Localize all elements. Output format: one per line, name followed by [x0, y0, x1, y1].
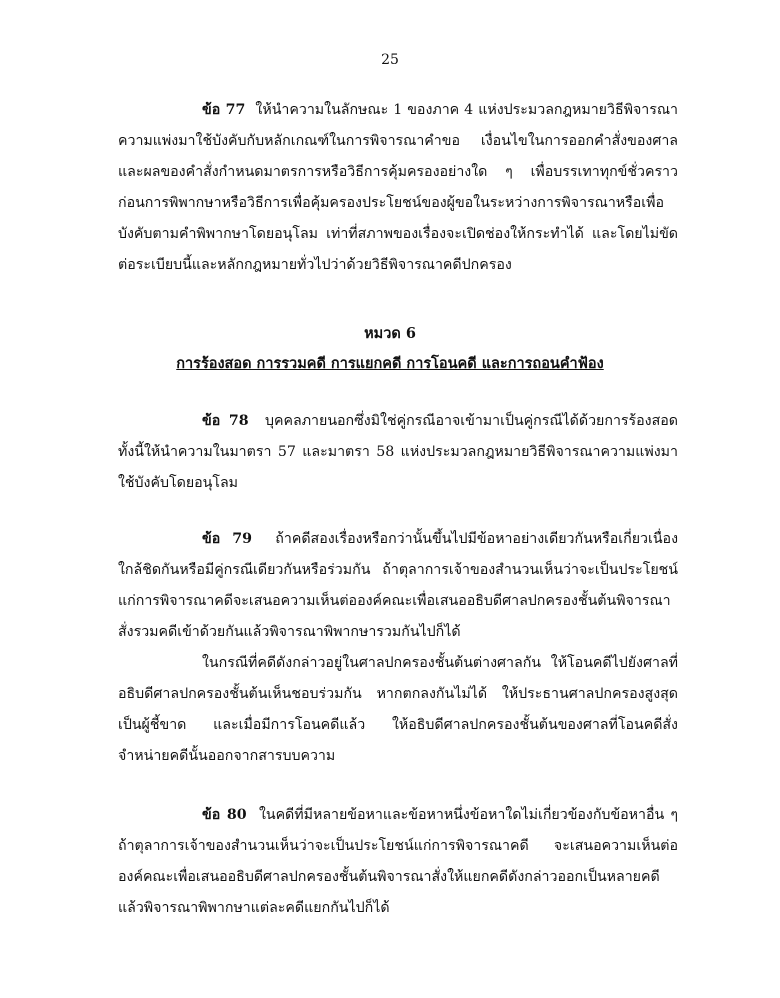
article-79-label: ข้อ 79 — [202, 531, 253, 547]
article-77-text: ให้นำความในลักษณะ 1 ของภาค 4 แห่งประมวลกฎหมายวิธีพิจารณาความแพ่งมาใช้บังคับกับหลักเกณฑ์ในการพิจารณาคำขอ เงื่อนไขในการออกคำสั่งของศาลและผลของคำสั่งกำหนดมาตรการหรือวิธีการคุ้มครองอย่างใด ๆ เพื่อบรรเทาทุกข์ชั่วคราวก่อนการพิพากษาหรือวิธีการเพื่อคุ้มครองประโยชน์ของผู้ขอในระหว่างการพิจารณาหรือเพื่อบังคับตามคำพิพากษาโดยอนุโลม เท่าที่สภาพของเรื่องจะเปิดช่องให้กระทำได้ และโดยไม่ขัดต่อระเบียบนี้และหลักกฎหมายทั่วไปว่าด้วยวิธีพิจารณาคดีปกครอง — [118, 102, 678, 273]
chapter-heading: การร้องสอด การรวมคดี การแยกคดี การโอนคดี และการถอนคำฟ้อง — [176, 355, 604, 372]
chapter-number: หมวด 6 — [364, 325, 416, 342]
article-78-label: ข้อ 78 — [202, 413, 249, 429]
article-78-text: บุคคลภายนอกซึ่งมิใช่คู่กรณีอาจเข้ามาเป็นคู่กรณีได้ด้วยการร้องสอด ทั้งนี้ให้นำความในมาตรา 57 และมาตรา 58 แห่งประมวลกฎหมายวิธีพิจารณาความแพ่งมาใช้บังคับโดยอนุโลม — [118, 413, 678, 491]
article-80-text: ในคดีที่มีหลายข้อหาและข้อหาหนึ่งข้อหาใดไม่เกี่ยวข้องกับข้อหาอื่น ๆ ถ้าตุลาการเจ้าของสำนวนเห็นว่าจะเป็นประโยชน์แก่การพิจารณาคดี จะเสนอความเห็นต่อองค์คณะเพื่อเสนออธิบดีศาลปกครองชั้นต้นพิจารณาสั่งให้แยกคดีดังกล่าวออกเป็นหลายคดี แล้วพิจารณาพิพากษาแต่ละคดีแยกกันไปก็ได้ — [118, 807, 678, 916]
article-78 — [118, 406, 678, 499]
article-77 — [118, 95, 678, 281]
page-number: 25 — [381, 52, 399, 68]
article-79 — [118, 524, 678, 648]
article-80-label: ข้อ 80 — [202, 807, 247, 823]
article-77-label: ข้อ 77 — [202, 102, 246, 118]
article-79-paragraph-2: ในกรณีที่คดีดังกล่าวอยู่ในศาลปกครองชั้นต้นต่างศาลกัน ให้โอนคดีไปยังศาลที่อธิบดีศาลปกครองชั้นต้นเห็นชอบร่วมกัน หากตกลงกันไม่ได้ ให้ประธานศาลปกครองสูงสุดเป็นผู้ชี้ขาด และเมื่อมีการโอนคดีแล้ว ให้อธิบดีศาลปกครองชั้นต้นของศาลที่โอนคดีสั่งจำหน่ายคดีนั้นออกจากสารบบความ — [118, 655, 678, 764]
article-79-text: ถ้าคดีสองเรื่องหรือกว่านั้นขึ้นไปมีข้อหาอย่างเดียวกันหรือเกี่ยวเนื่องใกล้ชิดกันหรือมีคู่กรณีเดียวกันหรือร่วมกัน ถ้าตุลาการเจ้าของสำนวนเห็นว่าจะเป็นประโยชน์แก่การพิจารณาคดีจะเสนอความเห็นต่อองค์คณะเพื่อเสนออธิบดีศาลปกครองชั้นต้นพิจารณาสั่งรวมคดีเข้าด้วยกันแล้วพิจารณาพิพากษารวมกันไปก็ได้ — [118, 531, 678, 640]
article-80 — [118, 800, 678, 924]
